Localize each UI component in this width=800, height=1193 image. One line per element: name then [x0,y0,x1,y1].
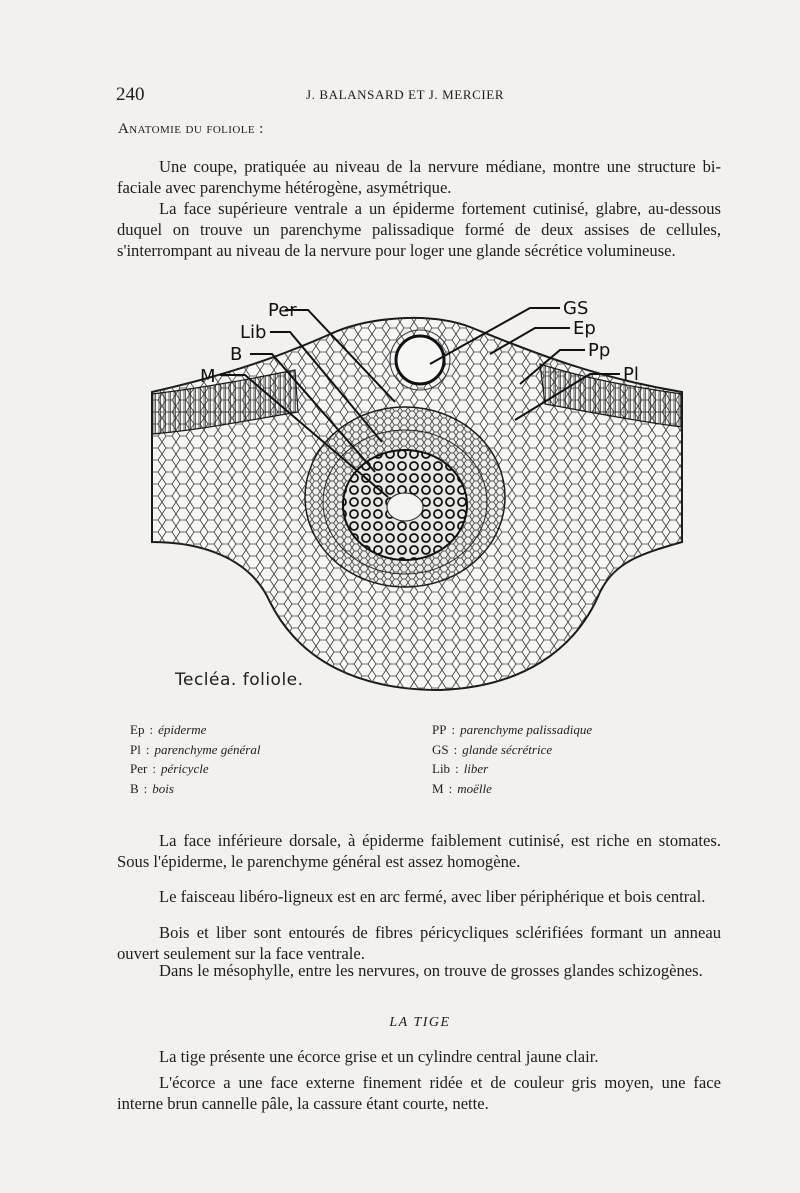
legend-desc: parenchyme général [154,741,261,757]
legend-item: Lib : liber [432,761,489,776]
legend-desc: liber [463,761,489,776]
legend-desc: glande sécrétrice [462,741,553,757]
legend-desc: épiderme [158,722,207,737]
legend-desc: parenchyme palissadique [460,722,593,737]
page-header [116,84,728,108]
label-pi: Pl [623,364,639,385]
page-number: 240 [116,84,145,105]
section-heading: Anatomie du foliole : [118,121,264,137]
label-ep: Ep [573,318,596,339]
paragraph-ecorce: L'écorce a une face externe finement ridée et de couleur gris moyen, une face interne brun cannelle pâle, la cassure étant courte, nette. [117,1073,721,1113]
legend-abbr: Ep [130,722,145,737]
legend-item: PP : parenchyme palissadique [432,722,593,737]
legend-abbr: PP [432,722,447,737]
label-gs: GS [563,298,589,319]
legend-abbr: M [432,780,444,796]
legend-column-left [130,722,260,800]
legend-item: B : bois [130,780,174,796]
label-pp: Pp [588,340,611,361]
running-head: J. BALANSARD ET J. MERCIER [306,87,505,102]
paragraph-mesophylle: Dans le mésophylle, entre les nervures, on trouve de grosses glandes schizogènes. [159,961,703,980]
figure-legend [130,722,690,802]
legend-desc: moëlle [457,780,492,796]
section-title [0,1015,800,1031]
legend-item: Per : péricycle [130,761,209,776]
paragraph-face-superieure: La face supérieure ventrale a un épiderme fortement cutinisé, glabre, au-dessous duquel on trouve un parenchyme palissadique formé de deux assises de cellules, s'interrompant au niveau de la nervure pour loger une glande sécrétice volumineuse. [117,199,721,260]
legend-abbr: Lib [432,761,451,776]
paragraph-coupe: Une coupe, pratiquée au niveau de la nervure médiane, montre une structure bi-faciale avec parenchyme hétérogène, asymétrique. [117,157,721,197]
paragraph-tige: La tige présente une écorce grise et un cylindre central jaune clair. [159,1047,599,1066]
label-per: Per [268,300,297,321]
label-b: B [230,344,243,365]
section-title-text: LA TIGE [389,1015,451,1030]
paragraph-bois-liber: Bois et liber sont entourés de fibres péricycliques sclérifiées formant un anneau ouvert seulement sur la face ventrale. [117,923,721,963]
legend-item: M : moëlle [432,780,492,796]
legend-abbr: B [130,780,139,796]
label-m: M [200,366,216,387]
legend-item: Pl : parenchyme général [130,741,261,757]
legend-item: Ep : épiderme [130,722,207,737]
legend-abbr: Pl [130,741,141,757]
legend-column-right [432,722,592,800]
paragraph-faisceau: Le faisceau libéro-ligneux est en arc fermé, avec liber périphérique et bois central. [159,887,706,906]
figure-caption: Tecléa. foliole. [175,670,304,690]
legend-abbr: Per [130,761,148,776]
legend-item: GS : glande sécrétrice [432,741,553,757]
legend-desc: péricycle [160,761,209,776]
paragraph-face-inferieure: La face inférieure dorsale, à épiderme faiblement cutinisé, est riche en stomates. Sous l'épiderme, le parenchyme général est assez homogène. [117,831,721,871]
label-lib: Lib [240,322,267,343]
legend-desc: bois [152,780,174,796]
legend-abbr: GS [432,741,449,757]
figure-leaf-section [120,292,700,702]
